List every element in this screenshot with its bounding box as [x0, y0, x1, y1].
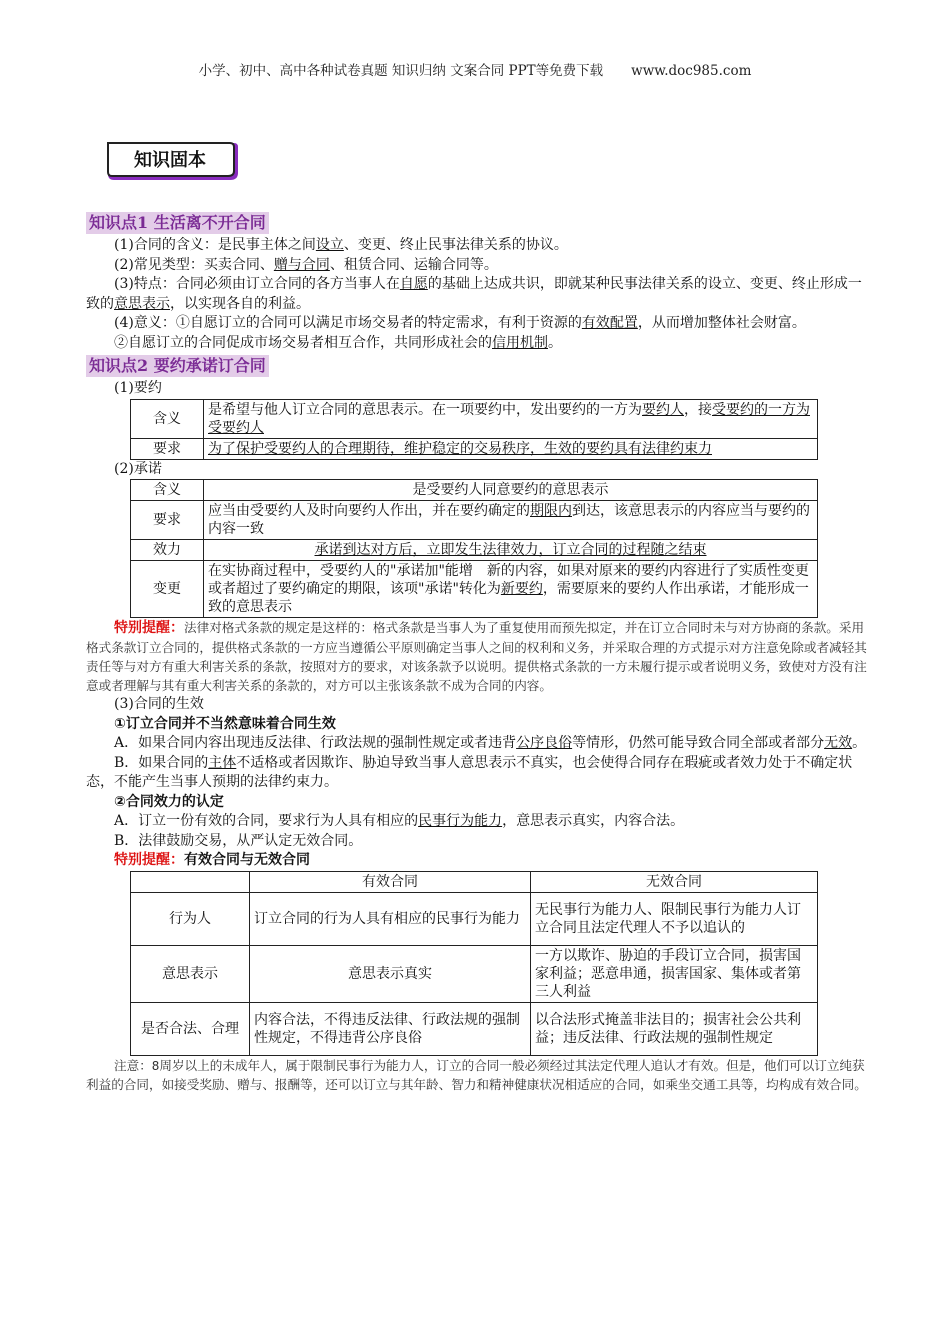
compare-key-actor: 行为人	[131, 892, 250, 945]
compare-invalid-actor: 无民事行为能力人、限制民事行为能力人订立合同且法定代理人不予以追认的	[531, 892, 818, 945]
section-badge	[106, 140, 240, 182]
offer-val-meaning: 是希望与他人订立合同的意思表示。在一项要约中，发出要约的一方为要约人，接受要约的一方为受要约人	[204, 399, 818, 438]
offer-heading: (1)要约	[114, 380, 162, 396]
table-row	[131, 892, 818, 945]
accept-val-change: 在实协商过程中，受要约人的"承诺加"能增 新的内容，如果对原来的要约内容进行了实质性变更或者超过了要约确定的期限，该项"承诺"转化为新要约，需要原来的要约人作出承诺，才能形成一致的意思表示	[204, 561, 818, 618]
kp1-p2: (2)常见类型：买卖合同、赠与合同、租赁合同、运输合同等。	[114, 256, 498, 273]
tip-label: 特别提醒：	[114, 620, 184, 636]
effect-sub1: ①订立合同并不当然意味着合同生效	[114, 715, 336, 732]
accept-key-change: 变更	[131, 561, 204, 618]
accept-val-effect: 承诺到达对方后，立即发生法律效力，订立合同的过程随之结束	[204, 540, 818, 561]
table-row	[131, 561, 818, 618]
offer-table	[130, 399, 818, 460]
table-row	[131, 480, 818, 501]
effect-a: A．如果合同内容出现违反法律、行政法规的强制性规定或者违背公序良俗等情形，仍然可能导致合同全部或者部分无效。	[114, 735, 867, 751]
effect-b: B．如果合同的主体不适格或者因欺诈、胁迫导致当事人意思表示不真实，也会使得合同存在瑕疵或者效力处于不确定状态，不能产生当事人预期的法律约束力。	[86, 754, 853, 790]
accept-table	[130, 479, 818, 618]
compare-corner	[131, 871, 250, 892]
compare-invalid-intent: 一方以欺诈、胁迫的手段订立合同，损害国家利益；恶意串通，损害国家、集体或者第三人利益	[531, 945, 818, 1002]
tip2-label: 特别提醒：	[114, 852, 184, 868]
effect2-b: B．法律鼓励交易，从严认定无效合同。	[114, 832, 363, 849]
compare-valid-intent: 意思表示真实	[250, 945, 531, 1002]
kp1-heading: 知识点1 生活离不开合同	[86, 212, 269, 234]
table-row	[131, 1002, 818, 1055]
accept-val-meaning: 是受要约人同意要约的意思表示	[204, 480, 818, 501]
header-url[interactable]: www.doc985.com	[631, 63, 752, 79]
accept-key-effect: 效力	[131, 540, 204, 561]
badge-label: 知识固本	[134, 150, 206, 171]
accept-val-req: 应当由受要约人及时向要约人作出，并在要约确定的期限内到达，该意思表示的内容应当与要约的内容一致	[204, 501, 818, 540]
compare-valid-actor: 订立合同的行为人具有相应的民事行为能力	[250, 892, 531, 945]
effect2-a: A．订立一份有效的合同，要求行为人具有相应的民事行为能力，意思表示真实，内容合法。	[114, 813, 685, 829]
compare-key-legal: 是否合法、合理	[131, 1002, 250, 1055]
table-row	[131, 399, 818, 438]
table-row	[131, 438, 818, 459]
compare-valid-legal: 内容合法，不得违反法律、行政法规的强制性规定，不得违背公序良俗	[250, 1002, 531, 1055]
offer-key-req: 要求	[131, 438, 204, 459]
compare-key-intent: 意思表示	[131, 945, 250, 1002]
main-content	[86, 210, 870, 1094]
effect-sub2: ②合同效力的认定	[114, 793, 224, 810]
note-paragraph: 注意：8周岁以上的未成年人，属于限制民事行为能力人，订立的合同一般必须经过其法定代理人追认才有效。但是，他们可以订立纯获利益的合同，如接受奖励、赠与、报酬等，还可以订立与其年龄、智力和精神健康状况相适应的合同，如乘坐交通工具等，均构成有效合同。	[86, 1057, 867, 1092]
effect-heading: (3)合同的生效	[114, 696, 204, 712]
kp1-p5: ②自愿订立的合同促成市场交易者相互合作，共同形成社会的信用机制。	[114, 334, 562, 351]
page-header	[0, 59, 950, 79]
table-row	[131, 945, 818, 1002]
accept-heading: (2)承诺	[114, 460, 162, 477]
table-row	[131, 501, 818, 540]
kp1-p4: (4)意义：①自愿订立的合同可以满足市场交易者的特定需求，有利于资源的有效配置，从而增加整体社会财富。	[114, 315, 806, 331]
special-tip-compare: 特别提醒：有效合同与无效合同	[114, 852, 310, 868]
header-text: 小学、初中、高中各种试卷真题 知识归纳 文案合同 PPT等免费下载	[198, 63, 604, 79]
kp1-p3: (3)特点：合同必须由订立合同的各方当事人在自愿的基础上达成共识，即就某种民事法律关系的设立、变更、终止形成一致的意思表示，以实现各自的利益。	[86, 276, 862, 312]
offer-val-req: 为了保护受要约人的合理期待，维护稳定的交易秩序，生效的要约具有法律约束力	[204, 438, 818, 459]
kp2-heading: 知识点2 要约承诺订合同	[86, 355, 269, 377]
compare-head-invalid: 无效合同	[531, 871, 818, 892]
compare-head-valid: 有效合同	[250, 871, 531, 892]
offer-key-meaning: 含义	[131, 399, 204, 438]
table-header-row	[131, 871, 818, 892]
accept-key-req: 要求	[131, 501, 204, 540]
compare-table	[130, 871, 818, 1056]
table-row	[131, 540, 818, 561]
accept-key-meaning: 含义	[131, 480, 204, 501]
kp1-p1: (1)合同的含义：是民事主体之间设立、变更、终止民事法律关系的协议。	[114, 237, 568, 253]
compare-invalid-legal: 以合法形式掩盖非法目的；损害社会公共利益；违反法律、行政法规的强制性规定	[531, 1002, 818, 1055]
special-tip-format: 特别提醒：法律对格式条款的规定是这样的：格式条款是当事人为了重复使用而预先拟定，并在订立合同时未与对方协商的条款。采用格式条款订立合同的，提供格式条款的一方应当遵循公平原则确定当事人之间的权利和义务，并采取合理的方式提示对方注意免除或者减轻其责任等与对方有重大利害关系的条款，按照对方的要求，对该条款予以说明。提供格式条款的一方未履行提示或者说明义务，致使对方没有注意或者理解与其有重大利害关系的条款的，对方可以主张该条款不成为合同的内容。	[86, 620, 867, 693]
